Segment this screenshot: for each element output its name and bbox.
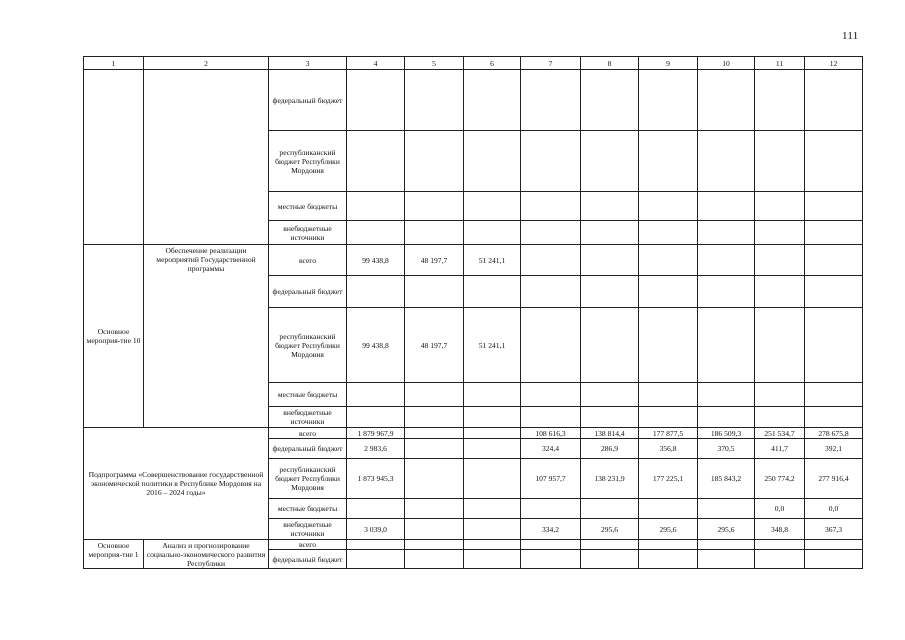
- value-cell: 251 534,7: [755, 428, 805, 439]
- header-row: [84, 57, 863, 70]
- value-cell: 324,4: [521, 439, 581, 459]
- column-header: 12: [805, 57, 863, 70]
- value-cell: 295,6: [581, 519, 639, 540]
- value-cell: 99 438,8: [347, 245, 405, 276]
- value-cell: 356,8: [639, 439, 698, 459]
- value-cell: 108 616,3: [521, 428, 581, 439]
- table-row: [84, 245, 863, 276]
- value-cell: 348,8: [755, 519, 805, 540]
- value-cell: 367,3: [805, 519, 863, 540]
- page-number: 111: [842, 30, 859, 42]
- column-header: 10: [698, 57, 755, 70]
- event-cell: [84, 70, 144, 245]
- column-header: 5: [405, 57, 464, 70]
- source-cell: всего: [269, 245, 347, 276]
- event-label: Основное мероприя-тие 1: [84, 540, 144, 569]
- value-cell: 185 843,2: [698, 459, 755, 499]
- value-cell: 278 675,8: [805, 428, 863, 439]
- value-cell: 250 774,2: [755, 459, 805, 499]
- value-cell: 51 241,1: [464, 308, 521, 383]
- value-cell: 177 225,1: [639, 459, 698, 499]
- source-cell: всего: [269, 540, 347, 550]
- value-cell: 48 197,7: [405, 308, 464, 383]
- source-cell: республиканский бюджет Республики Мордовия: [269, 131, 347, 192]
- value-cell: 177 877,5: [639, 428, 698, 439]
- value-cell: 186 509,3: [698, 428, 755, 439]
- event-title: Анализ и прогнозирование социально-экономического развития Республики: [144, 540, 269, 569]
- value-cell: 3 039,0: [347, 519, 405, 540]
- value-cell: 370,5: [698, 439, 755, 459]
- source-cell: местные бюджеты: [269, 192, 347, 221]
- column-header: 9: [639, 57, 698, 70]
- event-title: Обеспечение реализации мероприятий Государственной программы: [144, 245, 269, 428]
- table-row: [84, 540, 863, 550]
- table-row: [84, 70, 863, 131]
- source-cell: всего: [269, 428, 347, 439]
- value-cell: 334,2: [521, 519, 581, 540]
- value-cell: 99 438,8: [347, 308, 405, 383]
- column-header: 3: [269, 57, 347, 70]
- value-cell: 138 231,9: [581, 459, 639, 499]
- source-cell: федеральный бюджет: [269, 70, 347, 131]
- source-cell: внебюджетные источники: [269, 407, 347, 428]
- source-cell: федеральный бюджет: [269, 276, 347, 308]
- value-cell: 295,6: [639, 519, 698, 540]
- column-header: 1: [84, 57, 144, 70]
- column-header: 4: [347, 57, 405, 70]
- value-cell: 392,1: [805, 439, 863, 459]
- budget-table: [83, 56, 863, 569]
- column-header: 7: [521, 57, 581, 70]
- value-cell: 286,9: [581, 439, 639, 459]
- value-cell: 2 983,6: [347, 439, 405, 459]
- value-cell: 0,0: [805, 499, 863, 519]
- source-cell: федеральный бюджет: [269, 439, 347, 459]
- column-header: 6: [464, 57, 521, 70]
- value-cell: 277 916,4: [805, 459, 863, 499]
- value-cell: 1 879 967,9: [347, 428, 405, 439]
- value-cell: 411,7: [755, 439, 805, 459]
- value-cell: 138 814,4: [581, 428, 639, 439]
- source-cell: федеральный бюджет: [269, 550, 347, 569]
- source-cell: местные бюджеты: [269, 499, 347, 519]
- column-header: 2: [144, 57, 269, 70]
- source-cell: республиканский бюджет Республики Мордовия: [269, 459, 347, 499]
- value-cell: 51 241,1: [464, 245, 521, 276]
- table-row: [84, 428, 863, 439]
- column-header: 8: [581, 57, 639, 70]
- source-cell: внебюджетные источники: [269, 221, 347, 245]
- value-cell: 1 873 945,3: [347, 459, 405, 499]
- event-label: Основное мероприя-тие 10: [84, 245, 144, 428]
- value-cell: 48 197,7: [405, 245, 464, 276]
- value-cell: 295,6: [698, 519, 755, 540]
- column-header: 11: [755, 57, 805, 70]
- value-cell: 107 957,7: [521, 459, 581, 499]
- source-cell: внебюджетные источники: [269, 519, 347, 540]
- title-cell: [144, 70, 269, 245]
- source-cell: местные бюджеты: [269, 383, 347, 407]
- value-cell: 0,0: [755, 499, 805, 519]
- source-cell: республиканский бюджет Республики Мордовия: [269, 308, 347, 383]
- subprogram-title: Подпрограмма «Совершенствование государственной экономической политики в Республике Мордовия на 2016 – 2024 годы»: [84, 428, 269, 540]
